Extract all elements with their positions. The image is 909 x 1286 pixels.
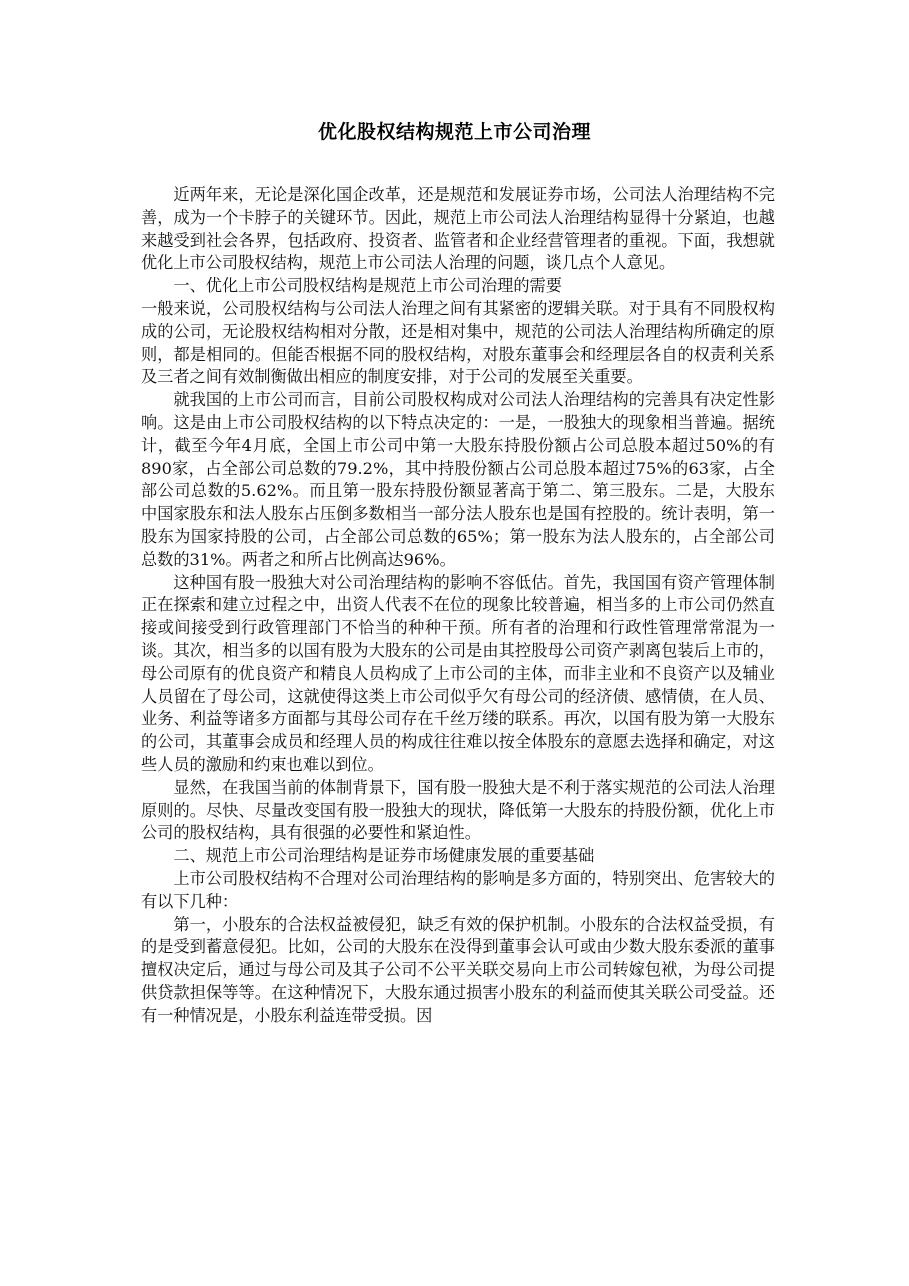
- document-body: [141, 184, 775, 1027]
- paragraph: 就我国的上市公司而言，目前公司股权构成对公司法人治理结构的完善具有决定性影响。这是由上市公司股权结构的以下特点决定的：一是，一股独大的现象相当普遍。据统计，截至今年4月底，全国上市公司中第一大股东持股份额占公司总股本超过50%的有890家，占全部公司总数的79.2%，其中持股份额占公司总股本超过75%的63家，占全部公司总数的5.62%。而且第一股东持股份额显著高于第二、第三股东。二是，大股东中国家股东和法人股东占压倒多数相当一部分法人股东也是国有控股的。统计表明，第一股东为国家持股的公司，占全部公司总数的65%；第一股东为法人股东的，占全部公司总数的31%。两者之和所占比例高达96%。: [141, 390, 775, 569]
- paragraph: 近两年来，无论是深化国企改革，还是规范和发展证券市场，公司法人治理结构不完善，成为一个卡脖子的关键环节。因此，规范上市公司法人治理结构显得十分紧迫，也越来越受到社会各界，包括政府、投资者、监管者和企业经营管理者的重视。下面，我想就优化上市公司股权结构，规范上市公司法人治理的问题，谈几点个人意见。: [141, 185, 775, 273]
- paragraph: 第一，小股东的合法权益被侵犯，缺乏有效的保护机制。小股东的合法权益受损，有的是受到蓄意侵犯。比如，公司的大股东在没得到董事会认可或由少数大股东委派的董事擅权决定后，通过与母公司及其子公司不公平关联交易向上市公司转嫁包袱，为母公司提供贷款担保等等。在这种情况下，大股东通过损害小股东的利益而使其关联公司受益。还有一种情况是，小股东利益连带受损。因: [141, 914, 775, 1025]
- section-heading: 一、优化上市公司股权结构是规范上市公司治理的需要: [173, 276, 562, 296]
- paragraph: 显然，在我国当前的体制背景下，国有股一股独大是不利于落实规范的公司法人治理原则的。尽快、尽量改变国有股一股独大的现状，降低第一大股东的持股份额，优化上市公司的股权结构，具有很强的必要性和紧迫性。: [141, 777, 775, 843]
- section-heading: 二、规范上市公司治理结构是证券市场健康发展的重要基础: [173, 846, 595, 866]
- paragraph: 一般来说，公司股权结构与公司法人治理之间有其紧密的逻辑关联。对于具有不同股权构成的公司，无论股权结构相对分散，还是相对集中，规范的公司法人治理结构所确定的原则，都是相同的。但能否根据不同的股权结构，对股东董事会和经理层各自的权责利关系及三者之间有效制衡做出相应的制度安排，对于公司的发展至关重要。: [141, 298, 775, 387]
- paragraph: 上市公司股权结构不合理对公司治理结构的影响是多方面的，特别突出、危害较大的有以下几种：: [141, 868, 775, 911]
- document-title: 优化股权结构规范上市公司治理: [317, 121, 591, 143]
- paragraph: 这种国有股一股独大对公司治理结构的影响不容低估。首先，我国国有资产管理体制正在探索和建立过程之中，出资人代表不在位的现象比较普遍，相当多的上市公司仍然直接或间接受到行政管理部门不恰当的种种干预。所有者的治理和行政性管理常常混为一谈。其次，相当多的以国有股为大股东的公司是由其控股母公司资产剥离包装后上市的，母公司原有的优良资产和精良人员构成了上市公司的主体，而非主业和不良资产以及辅业人员留在了母公司，这就使得这类上市公司似乎欠有母公司的经济债、感情债，在人员、业务、利益等诸多方面都与其母公司存在千丝万缕的联系。再次，以国有股为第一大股东的公司，其董事会成员和经理人员的构成往往难以按全体股东的意愿去选择和确定，对这些人员的激励和约束也难以到位。: [141, 572, 775, 774]
